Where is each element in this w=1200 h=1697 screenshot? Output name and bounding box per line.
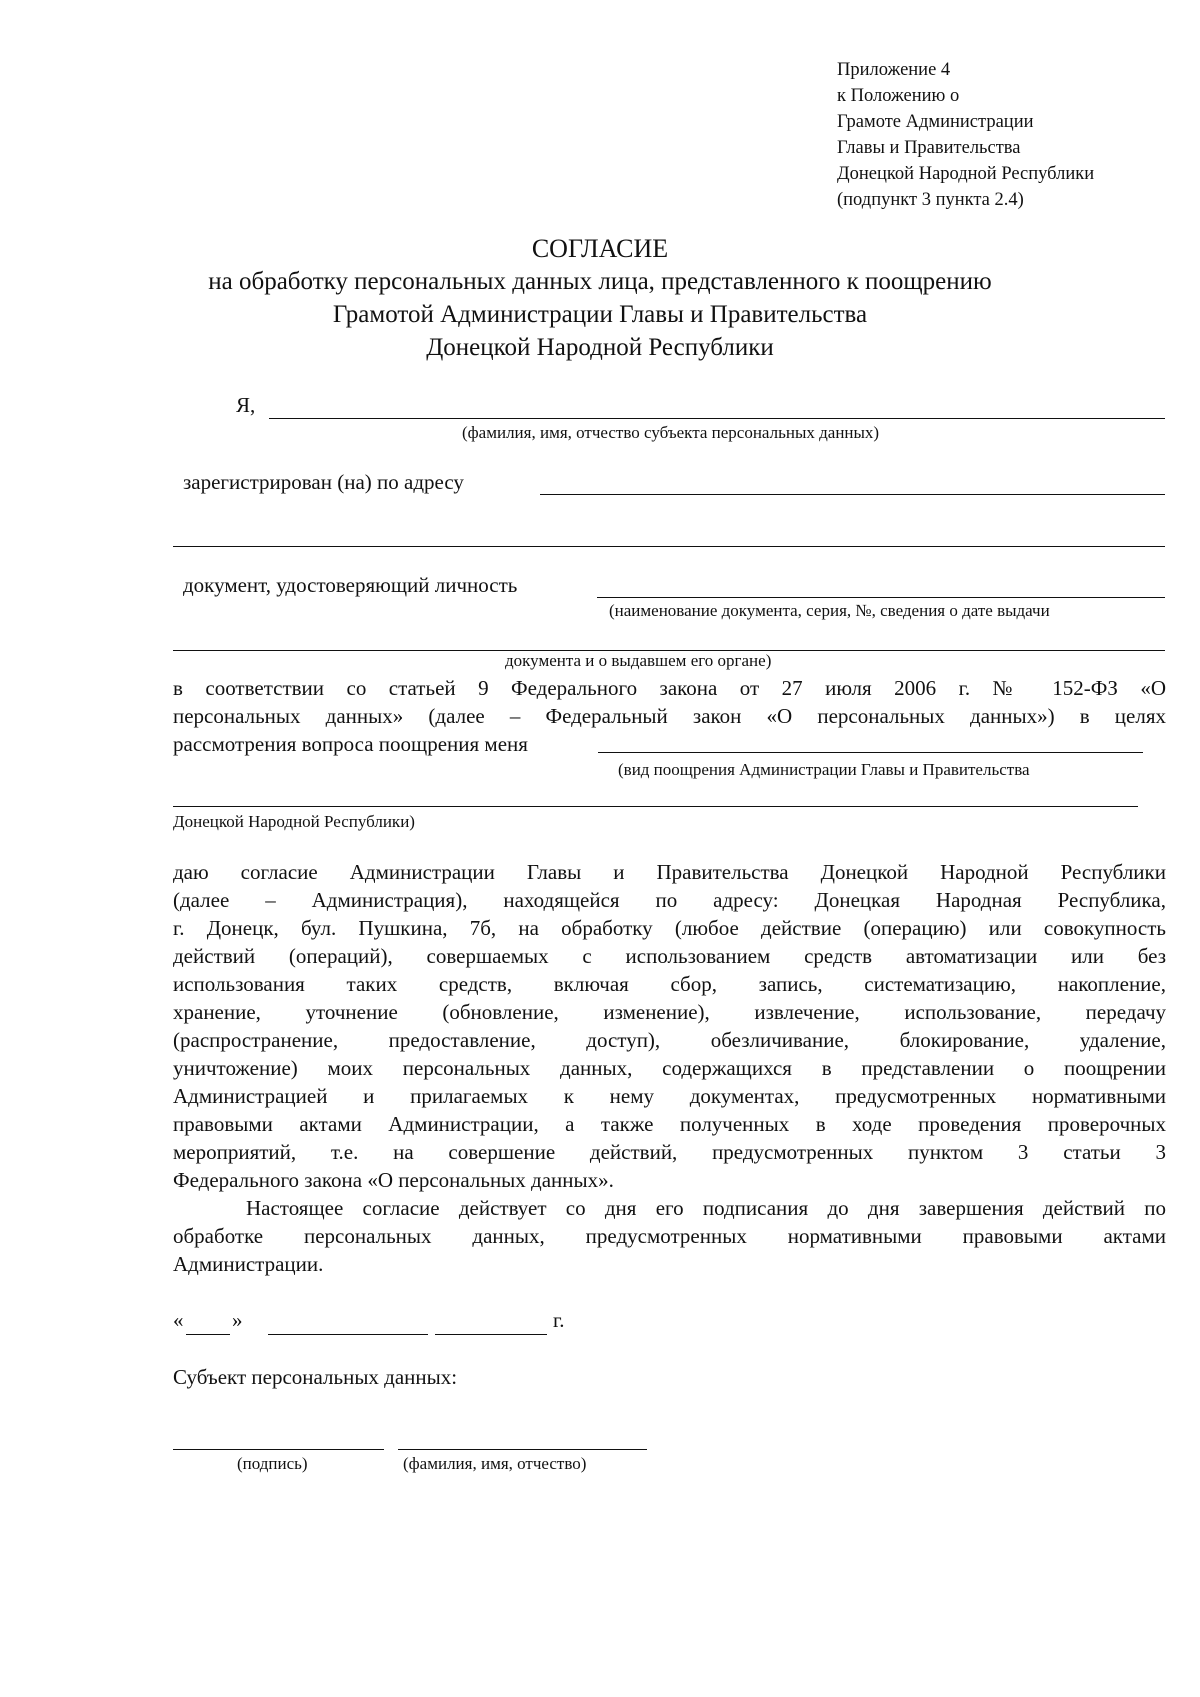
consent-line: уничтожение) моих персональных данных, содержащихся в представлении о поощрении xyxy=(173,1056,1166,1080)
date-year-suffix: г. xyxy=(553,1308,565,1332)
appendix-line: (подпункт 3 пункта 2.4) xyxy=(837,190,1024,210)
address-field-line-2[interactable] xyxy=(173,546,1165,547)
award-hint-2: Донецкой Народной Республики) xyxy=(173,812,415,831)
consent-line: правовыми актами Администрации, а также полученных в ходе проведения проверочных xyxy=(173,1112,1166,1136)
appendix-line: Приложение 4 xyxy=(837,60,951,80)
law-line: в соответствии со статьей 9 Федерального закона от 27 июля 2006 г. № 152-ФЗ «О xyxy=(173,676,1166,700)
award-field-line-2[interactable] xyxy=(173,806,1138,807)
i-label: Я, xyxy=(236,393,256,417)
consent-line: использования таких средств, включая сбор, запись, систематизацию, накопление, xyxy=(173,972,1166,996)
consent-line: (распространение, предоставление, доступ), обезличивание, блокирование, удаление, xyxy=(173,1028,1166,1052)
document-hint-2: документа и о выдавшем его органе) xyxy=(505,651,772,670)
consent-line: г. Донецк, бул. Пушкина, 7б, на обработку (любое действие (операцию) или совокупность xyxy=(173,916,1166,940)
title-subtitle-line: Донецкой Народной Республики xyxy=(426,334,774,361)
validity-line: Настоящее согласие действует со дня его подписания до дня завершения действий по xyxy=(246,1196,1166,1220)
appendix-header xyxy=(837,57,1094,213)
fio-hint: (фамилия, имя, отчество субъекта персональных данных) xyxy=(462,423,880,442)
consent-line: мероприятий, т.е. на совершение действий, предусмотренных пунктом 3 статьи 3 xyxy=(173,1140,1166,1164)
date-month-field[interactable] xyxy=(268,1334,428,1335)
award-field-line[interactable] xyxy=(598,752,1143,753)
title-subtitle-line: на обработку персональных данных лица, представленного к поощрению xyxy=(208,268,992,295)
date-day-field[interactable] xyxy=(186,1334,230,1335)
consent-paragraph xyxy=(173,858,1166,1194)
consent-line: (далее – Администрация), находящейся по адресу: Донецкая Народная Республика, xyxy=(173,888,1166,912)
document-hint-1: (наименование документа, серия, №, сведения о дате выдачи xyxy=(609,601,1050,620)
validity-line: обработке персональных данных, предусмотренных нормативными правовыми актами xyxy=(173,1224,1166,1248)
law-line: рассмотрения вопроса поощрения меня xyxy=(173,732,528,756)
law-line: персональных данных» (далее – Федеральный закон «О персональных данных») в целях xyxy=(173,704,1166,728)
law-reference xyxy=(173,674,1166,758)
consent-line: Администрацией и прилагаемых к нему документах, предусмотренных нормативными xyxy=(173,1084,1166,1108)
appendix-line: Главы и Правительства xyxy=(837,138,1021,158)
award-hint-1: (вид поощрения Администрации Главы и Правительства xyxy=(618,760,1030,779)
consent-line: действий (операций), совершаемых с использованием средств автоматизации или без xyxy=(173,944,1166,968)
appendix-line: Грамоте Администрации xyxy=(837,112,1034,132)
signature-name-field[interactable] xyxy=(398,1449,647,1450)
consent-line: Федерального закона «О персональных данных». xyxy=(173,1168,614,1192)
subject-label: Субъект персональных данных: xyxy=(173,1365,458,1389)
document-label: документ, удостоверяющий личность xyxy=(183,573,518,597)
consent-line: даю согласие Администрации Главы и Правительства Донецкой Народной Республики xyxy=(173,860,1166,884)
appendix-line: Донецкой Народной Республики xyxy=(837,164,1095,184)
document-title xyxy=(0,232,1200,364)
title-subtitle-line: Грамотой Администрации Главы и Правительства xyxy=(332,301,868,328)
signature-hint: (подпись) xyxy=(237,1454,308,1473)
date-close-quote: » xyxy=(232,1308,243,1332)
validity-line: Администрации. xyxy=(173,1252,324,1276)
validity-paragraph xyxy=(173,1194,1166,1278)
signature-name-hint: (фамилия, имя, отчество) xyxy=(403,1454,587,1473)
signature-field[interactable] xyxy=(173,1449,384,1450)
address-label: зарегистрирован (на) по адресу xyxy=(183,470,464,494)
fio-field-line[interactable] xyxy=(269,418,1165,419)
document-field-line[interactable] xyxy=(597,597,1165,598)
consent-line: хранение, уточнение (обновление, изменение), извлечение, использование, передачу xyxy=(173,1000,1166,1024)
date-year-field[interactable] xyxy=(435,1334,547,1335)
date-open-quote: « xyxy=(173,1308,184,1332)
appendix-line: к Положению о xyxy=(837,86,960,106)
title-main: СОГЛАСИЕ xyxy=(531,234,669,263)
address-field-line[interactable] xyxy=(540,494,1165,495)
